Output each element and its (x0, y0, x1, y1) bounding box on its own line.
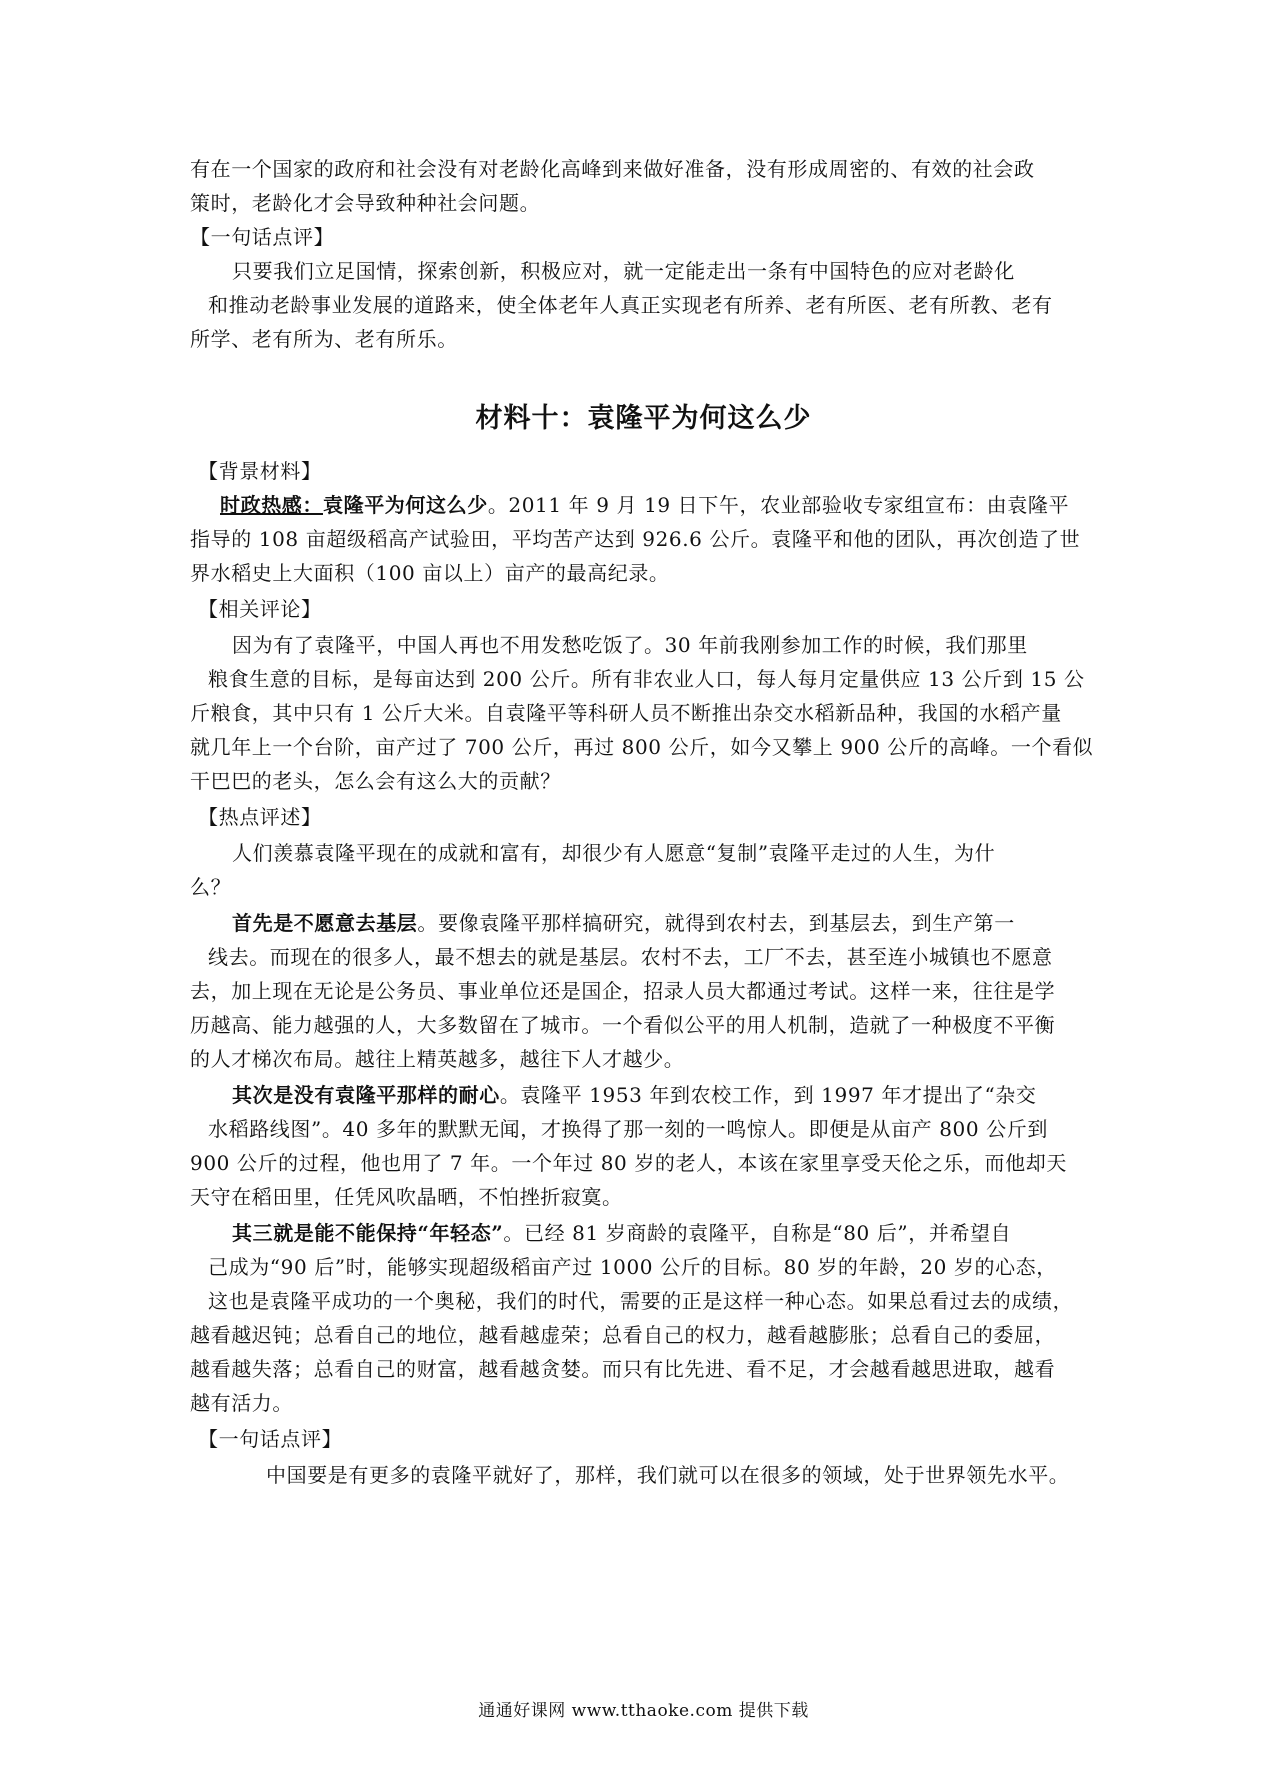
hot-line: 历越高、能力越强的人，大多数留在了城市。一个看似公平的用人机制，造就了一种极度不平衡 (190, 1013, 1056, 1037)
hot-line (232, 906, 1152, 940)
hot-line: 的人才梯次布局。越往上精英越多，越往下人才越少。 (190, 1047, 685, 1071)
intro-line-2: 策时，老龄化才会导致种种社会问题。 (190, 191, 541, 215)
comment-line: 就几年上一个台阶，亩产过了 700 公斤，再过 800 公斤，如今又攀上 900 公斤的高峰。一个看似 (190, 735, 1094, 759)
section-heading: 【一句话点评】 (198, 1427, 343, 1451)
topic-title: 袁隆平为何这么少 (323, 493, 488, 517)
section-heading: 【一句话点评】 (190, 225, 335, 249)
final-comment: 中国要是有更多的袁隆平就好了，那样，我们就可以在很多的领域，处于世界领先水平。 (266, 1463, 1070, 1487)
comment-line: 只要我们立足国情，探索创新，积极应对，就一定能走出一条有中国特色的应对老龄化 (232, 259, 1015, 283)
hot-line: 越有活力。 (190, 1391, 293, 1415)
hot-line: 越看越迟钝；总看自己的地位，越看越虚荣；总看自己的权力，越看越膨胀；总看自己的委屈， (190, 1323, 1056, 1347)
section-heading: 【相关评论】 (198, 597, 322, 621)
hot-line: 线去。而现在的很多人，最不想去的就是基层。农村不去，工厂不去，甚至连小城镇也不愿意 (208, 945, 1053, 969)
point-text: 。袁隆平 1953 年到农校工作，到 1997 年才提出了“杂交 (499, 1083, 1037, 1107)
hot-line (232, 1216, 1152, 1250)
hot-line: 越看越失落；总看自己的财富，越看越贪婪。而只有比先进、看不足，才会越看越思进取，越看 (190, 1357, 1056, 1381)
comment-line: 和推动老龄事业发展的道路来，使全体老年人真正实现老有所养、老有所医、老有所教、老有 (208, 293, 1053, 317)
background-line-2: 指导的 108 亩超级稻高产试验田，平均苦产达到 926.6 公斤。袁隆平和他的团队，再次创造了世 (190, 527, 1081, 551)
point-title: 其三就是能不能保持“年轻态” (232, 1221, 504, 1245)
page-footer: 通通好课网 www.tthaoke.com 提供下载 (478, 1701, 809, 1721)
background-line-3: 界水稻史上大面积（100 亩以上）亩产的最高纪录。 (190, 561, 670, 585)
comment-line: 所学、老有所为、老有所乐。 (190, 327, 458, 351)
point-title: 其次是没有袁隆平那样的耐心 (232, 1083, 500, 1107)
section-heading: 【热点评述】 (198, 805, 322, 829)
hot-line: 水稻路线图”。40 多年的默默无闻，才换得了那一刻的一鸣惊人。即便是从亩产 800 公斤到 (208, 1117, 1048, 1141)
topic-label: 时政热感： (220, 493, 323, 517)
hot-line: 这也是袁隆平成功的一个奥秘，我们的时代，需要的正是这样一种心态。如果总看过去的成绩， (208, 1289, 1074, 1313)
hot-line: 900 公斤的过程，他也用了 7 年。一个年过 80 岁的老人，本该在家里享受天伦之乐，而他却天 (190, 1151, 1067, 1175)
hot-line: 人们羡慕袁隆平现在的成就和富有，却很少有人愿意“复制”袁隆平走过的人生，为什 (232, 841, 996, 865)
point-title: 首先是不愿意去基层 (232, 911, 418, 935)
background-line-1 (220, 488, 1140, 522)
point-text: 。已经 81 岁商龄的袁隆平，自称是“80 后”，并希望自 (503, 1221, 1012, 1245)
hot-line: 己成为“90 后”时，能够实现超级稻亩产过 1000 公斤的目标。80 岁的年龄，20 岁的心态， (208, 1255, 1057, 1279)
hot-line: 去，加上现在无论是公务员、事业单位还是国企，招录人员大都通过考试。这样一来，往往是学 (190, 979, 1056, 1003)
section-heading: 【背景材料】 (198, 459, 322, 483)
hot-line: 么？ (190, 875, 232, 899)
hot-line: 天守在稻田里，任凭风吹晶晒，不怕挫折寂寞。 (190, 1185, 623, 1209)
point-text: 。要像袁隆平那样搞研究，就得到农村去，到基层去，到生产第一 (417, 911, 1015, 935)
comment-line: 粮食生意的目标，是每亩达到 200 公斤。所有非农业人口，每人每月定量供应 13 公斤到 15 公 (208, 667, 1085, 691)
comment-line: 斤粮食，其中只有 1 公斤大米。自袁隆平等科研人员不断推出杂交水稻新品种，我国的水稻产量 (190, 701, 1062, 725)
comment-line: 因为有了袁隆平，中国人再也不用发愁吃饭了。30 年前我刚参加工作的时候，我们那里 (232, 633, 1028, 657)
intro-line-1: 有在一个国家的政府和社会没有对老龄化高峰到来做好准备，没有形成周密的、有效的社会政 (190, 157, 1035, 181)
background-text: 。2011 年 9 月 19 日下午，农业部验收专家组宣布：由袁隆平 (487, 493, 1070, 517)
page-title: 材料十：袁隆平为何这么少 (475, 403, 812, 434)
comment-line: 干巴巴的老头，怎么会有这么大的贡献？ (190, 769, 561, 793)
hot-line (232, 1078, 1152, 1112)
